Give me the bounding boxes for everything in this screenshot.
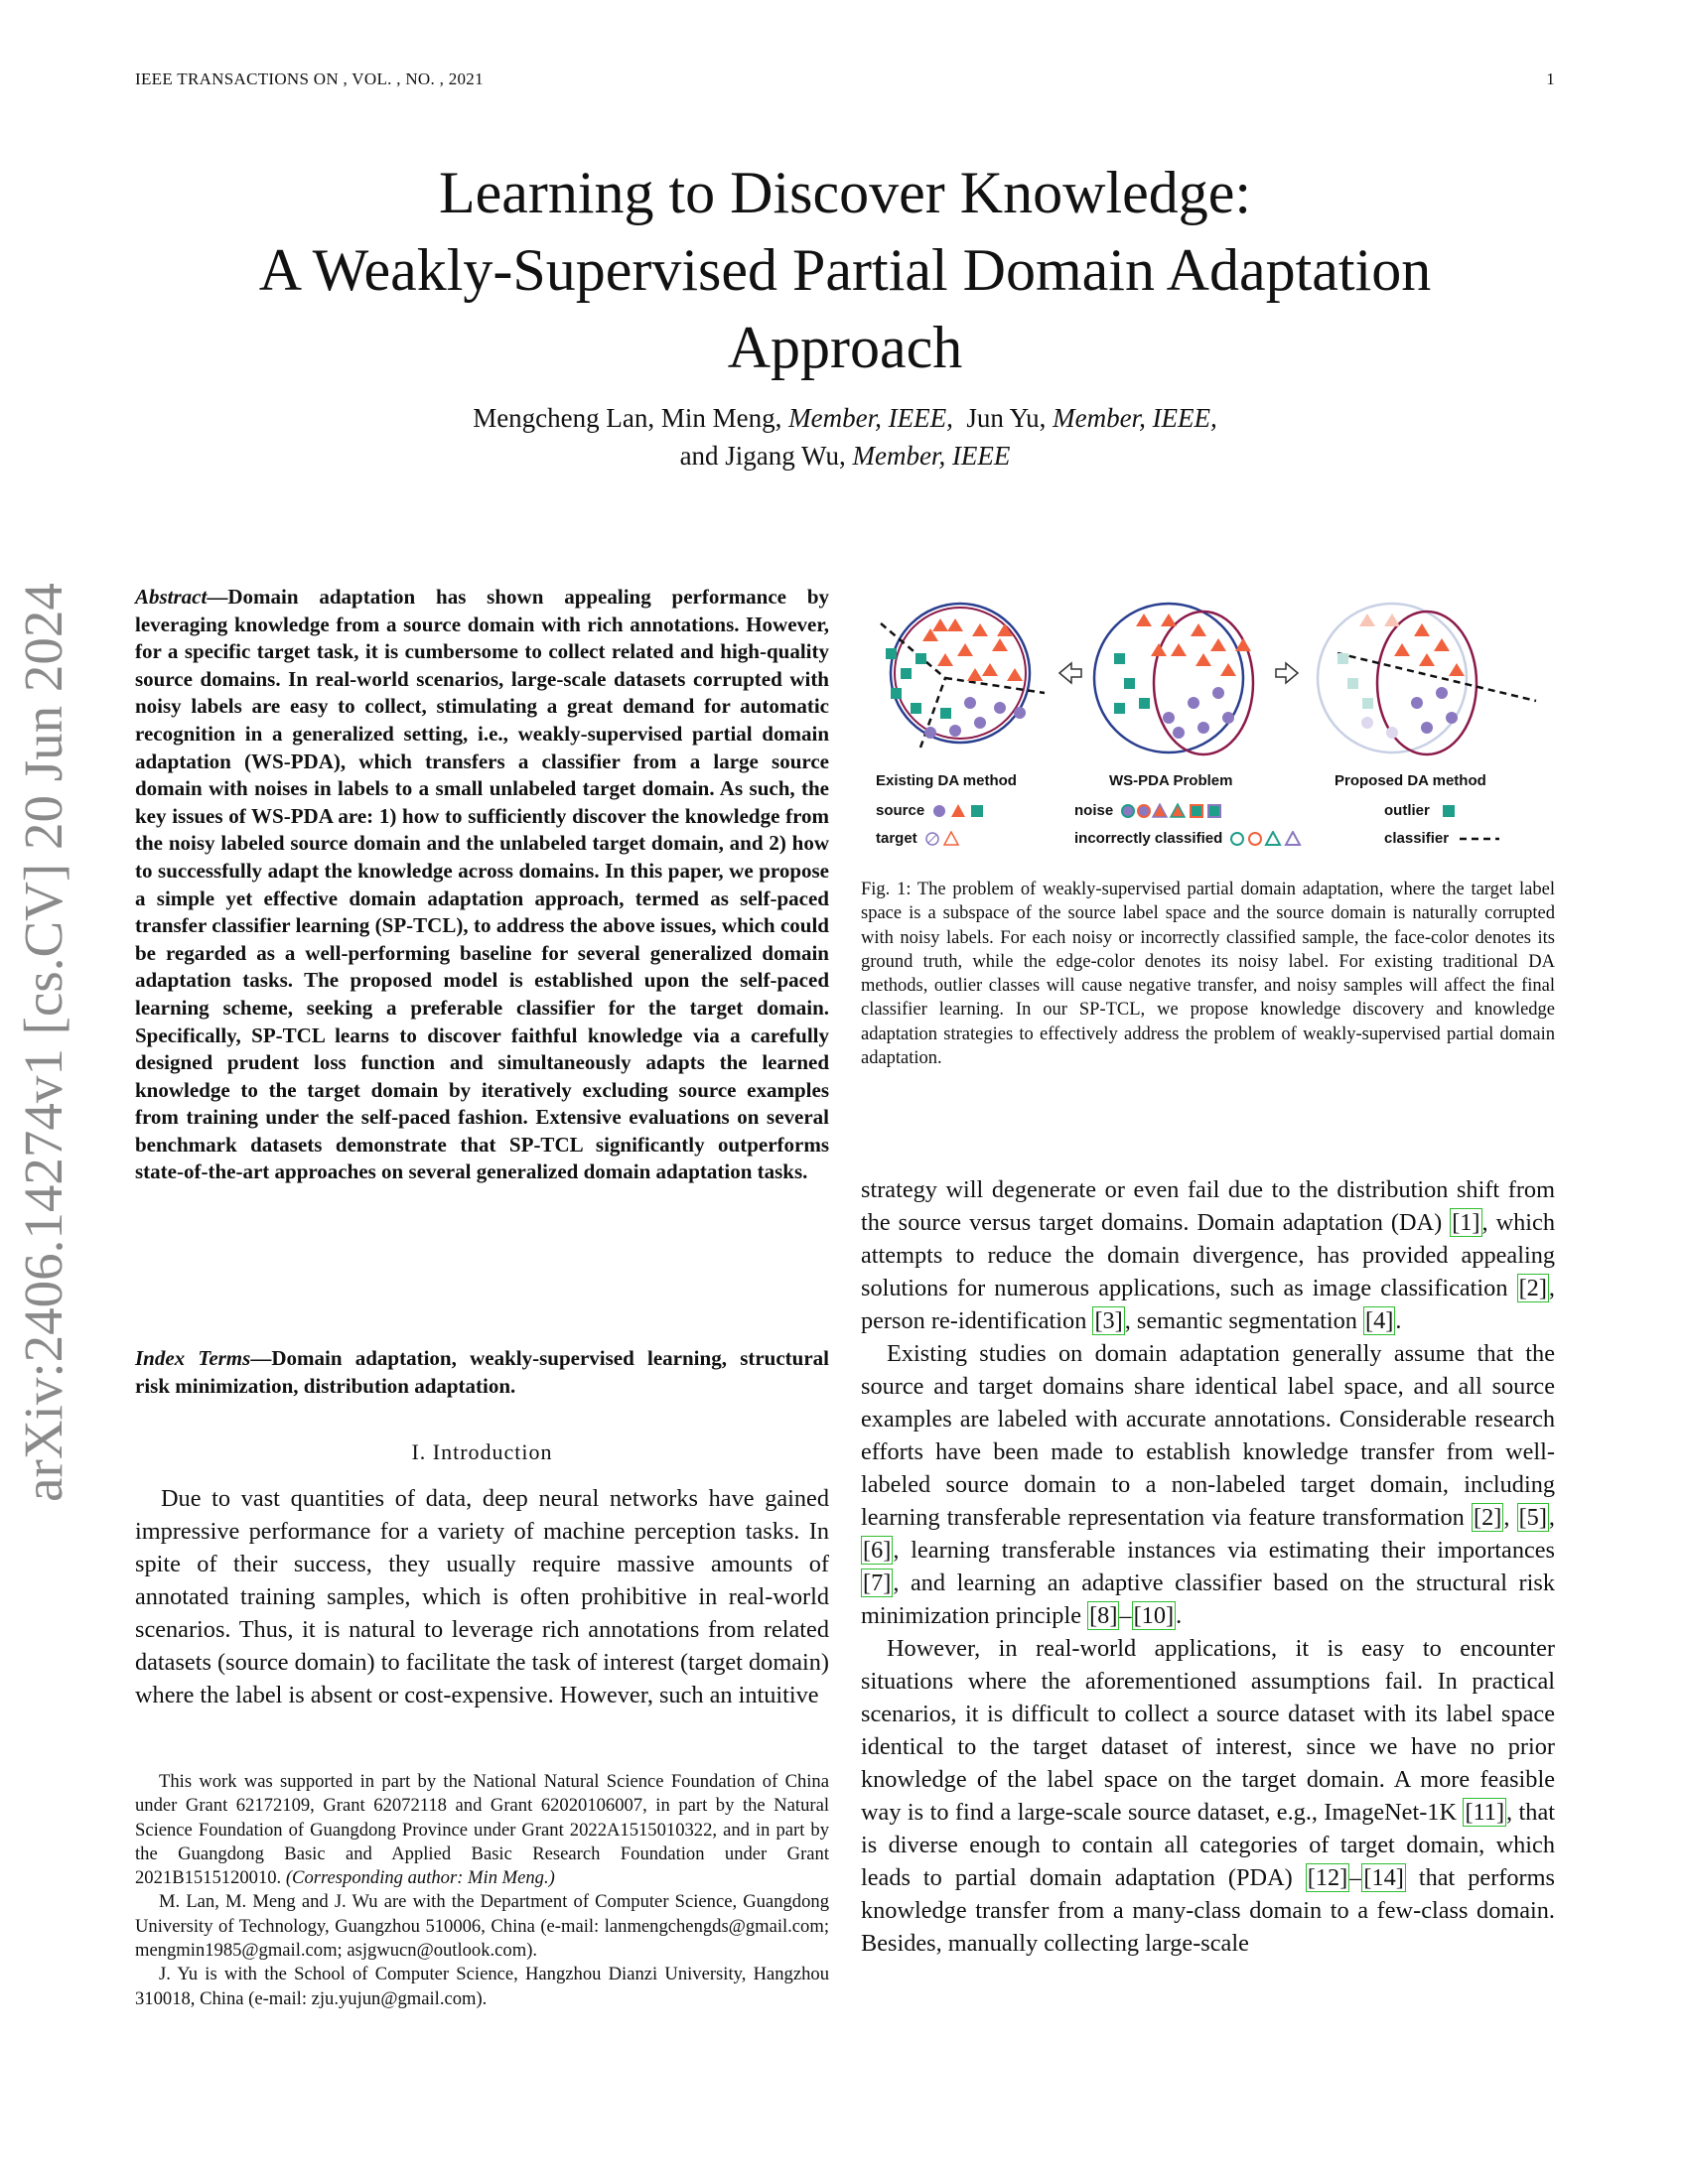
panel-ws-pda xyxy=(1094,604,1253,754)
figure-1 xyxy=(861,584,1555,862)
abstract-label: Abstract xyxy=(135,585,208,609)
arrow-left-icon xyxy=(1059,663,1081,683)
page-number: 1 xyxy=(1546,69,1555,88)
right-column-body xyxy=(861,1173,1555,1960)
text: . xyxy=(1176,1602,1183,1629)
citation-link[interactable]: [2] xyxy=(1518,1275,1547,1301)
corresponding-author: (Corresponding author: Min Meng.) xyxy=(285,1867,555,1889)
text: , person re-identification xyxy=(861,1275,1555,1334)
abstract xyxy=(135,584,829,1186)
footnote-funding xyxy=(135,1770,829,1890)
text: , learning transferable instances via estimating their importances xyxy=(893,1537,1555,1564)
citation-link[interactable]: [12] xyxy=(1307,1864,1348,1891)
running-header xyxy=(135,69,1555,89)
citation-link[interactable]: [7] xyxy=(863,1570,892,1596)
text: , and learning an adaptive classifier based on the structural risk minimization principle xyxy=(861,1570,1555,1629)
legend-classifier-label: classifier xyxy=(1384,830,1450,847)
legend-target-label: target xyxy=(876,830,917,847)
legend-target xyxy=(876,830,960,847)
citation-link[interactable]: [10] xyxy=(1133,1602,1175,1629)
figure-1-caption: Fig. 1: The problem of weakly-supervised partial domain adaptation, where the target label space is a subspace of the source label space and the source domain is naturally corrupted with noisy labels. For each noisy or incorrectly classified sample, the face-color denotes its ground truth, while the edge-color denotes its noisy label. For existing traditional DA methods, outlier classes will cause negative transfer, and noisy samples will affect the final classifier learning. In our SP-TCL, we propose knowledge discovery and knowledge adaptation strategies to effectively address the problem of weakly-supervised partial domain adaptation. xyxy=(861,880,1555,1069)
title-line-1: Learning to Discover Knowledge: xyxy=(438,160,1252,225)
target-markers-icon xyxy=(924,831,960,847)
citation-link[interactable]: [11] xyxy=(1465,1799,1505,1826)
footnotes xyxy=(135,1770,829,2011)
legend-outlier-label: outlier xyxy=(1384,802,1430,819)
footnote-affiliation-2: J. Yu is with the School of Computer Science, Hangzhou Dianzi University, Hangzhou 310018, China (e-mail: zju.yujun@gmail.com). xyxy=(135,1964,829,2009)
title-line-2: A Weakly-Supervised Partial Domain Adaptation xyxy=(258,237,1432,303)
text: , that is diverse enough to contain all categories of target domain, which leads to partial domain adaptation (PDA) xyxy=(861,1799,1555,1891)
text: , xyxy=(1503,1504,1517,1531)
title-line-3: Approach xyxy=(727,315,963,380)
paragraph-continued xyxy=(861,1173,1555,1337)
citation-link[interactable]: [1] xyxy=(1452,1209,1480,1236)
footnote-text: This work was supported in part by the National Natural Science Foundation of China under Grant 62172109, Grant 62072118 and Grant 62020106007, in part by the Natural Science Foundation of Guangdong Province under Grant 2022A1515010322, and in part by the Guangdong Basic and Applied Basic Research Foundation under Grant 2021B1515120010. xyxy=(135,1771,829,1889)
journal-info: IEEE TRANSACTIONS ON , VOL. , NO. , 2021 xyxy=(135,69,484,88)
citation-link[interactable]: [5] xyxy=(1518,1504,1547,1531)
membership: Member, IEEE xyxy=(852,441,1011,471)
citation-link[interactable]: [6] xyxy=(863,1537,892,1564)
legend-outlier xyxy=(1384,802,1459,819)
dashed-line-icon xyxy=(1456,831,1501,847)
citation-link[interactable]: [2] xyxy=(1474,1504,1502,1531)
index-terms-text: —Domain adaptation, weakly-supervised learning, structural risk minimization, distribution adaptation. xyxy=(135,1346,830,1398)
figure-1-illustration xyxy=(861,584,1555,772)
text: – xyxy=(1349,1864,1362,1891)
section-heading: I. Introduction xyxy=(411,1439,553,1464)
legend-incorrect-label: incorrectly classified xyxy=(1074,830,1223,847)
arxiv-stamp: arXiv:2406.14274v1 [cs.CV] 20 Jun 2024 xyxy=(13,583,73,1502)
legend-source xyxy=(876,802,985,819)
intro-body xyxy=(135,1482,829,1711)
legend-classifier xyxy=(1384,830,1501,847)
panel-title-existing: Existing DA method xyxy=(876,772,1017,789)
authors-text: and Jigang Wu, xyxy=(679,441,853,471)
panel-existing-da xyxy=(881,604,1045,748)
legend-noise-label: noise xyxy=(1074,802,1114,819)
citation-link[interactable]: [4] xyxy=(1365,1307,1394,1334)
text: However, in real-world applications, it is easy to encounter situations where the aforementioned assumptions fail. In practical scenarios, it is difficult to collect a source dataset with its label space identical to the target dataset of interest, since we have no prior knowledge of the label space on the target domain. A more feasible way is to find a large-scale source dataset, e.g., ImageNet-1K xyxy=(861,1635,1555,1826)
text: , xyxy=(1548,1504,1555,1531)
legend-incorrect xyxy=(1074,830,1303,847)
panel-proposed-da xyxy=(1318,604,1536,754)
text: that performs knowledge transfer from a many-class domain to a few-class domain. Besides, manually collecting large-scale xyxy=(861,1864,1555,1957)
citation-link[interactable]: [3] xyxy=(1094,1307,1123,1334)
panel-title-proposed: Proposed DA method xyxy=(1335,772,1486,789)
text: , semantic segmentation xyxy=(1124,1307,1363,1334)
noise-markers-icon xyxy=(1120,803,1231,819)
text: – xyxy=(1119,1602,1132,1629)
source-markers-icon xyxy=(931,803,985,819)
outlier-marker-icon xyxy=(1437,803,1459,819)
citation-link[interactable]: [14] xyxy=(1363,1864,1404,1891)
author-list xyxy=(135,399,1555,475)
authors-text: Jun Yu, xyxy=(952,403,1054,433)
footnote-affiliation-1: M. Lan, M. Meng and J. Wu are with the Department of Computer Science, Guangdong University of Technology, Guangzhou 510006, China (e-mail: lanmengchengds@gmail.com; mengmin1985@gmail.com; asjgwucn@outlook.com). xyxy=(135,1891,829,1962)
citation-link[interactable]: [8] xyxy=(1089,1602,1118,1629)
paragraph-existing-studies xyxy=(861,1337,1555,1632)
text: . xyxy=(1395,1307,1402,1334)
intro-paragraph: Due to vast quantities of data, deep neural networks have gained impressive performance for a variety of machine perception tasks. In spite of their success, they usually require massive amounts of annotated training samples, which is often prohibitive in real-world scenarios. Thus, it is natural to leverage rich annotations from related datasets (source domain) to facilitate the task of interest (target domain) where the label is absent or cost-expensive. However, such an intuitive xyxy=(135,1485,829,1708)
incorrect-markers-icon xyxy=(1229,831,1303,847)
paper-title xyxy=(135,154,1555,386)
membership: Member, IEEE, xyxy=(1053,403,1217,433)
authors-text: Mengcheng Lan, Min Meng, xyxy=(473,403,789,433)
membership: Member, IEEE, xyxy=(788,403,953,433)
text: Existing studies on domain adaptation generally assume that the source and target domains share identical label space, and all source examples are labeled with accurate annotations. Considerable research efforts have been made to establish knowledge transfer from well-labeled source domain to a non-labeled target domain, including learning transferable representation via feature transformation xyxy=(861,1340,1555,1531)
text: , which attempts to reduce the domain divergence, has provided appealing solutions for numerous applications, such as image classification xyxy=(861,1209,1555,1301)
legend-source-label: source xyxy=(876,802,925,819)
index-terms-label: Index Terms xyxy=(135,1346,251,1370)
legend-noise xyxy=(1074,802,1231,819)
index-terms xyxy=(135,1345,829,1400)
paragraph-however xyxy=(861,1632,1555,1960)
arrow-right-icon xyxy=(1276,663,1298,683)
abstract-text: —Domain adaptation has shown appealing performance by leveraging knowledge from a source domain with rich annotations. However, for a specific target task, it is cumbersome to collect related and high-quality source domains. In real-world scenarios, large-scale datasets corrupted with noisy labels are easy to collect, stimulating a great demand for automatic recognition in a generalized setting, i.e., weakly-supervised partial domain adaptation (WS-PDA), which transfers a classifier from a large source domain with noises in labels to a small unlabeled target domain. As such, the key issues of WS-PDA are: 1) how to sufficiently discover the knowledge from the noisy labeled source domain and the unlabeled target domain, and 2) how to successfully adapt the knowledge across domains. In this paper, we propose a simple yet effective domain adaptation approach, termed as self-paced transfer classifier learning (SP-TCL), to address the above issues, which could be regarded as a well-performing baseline for several generalized domain adaptation tasks. The proposed model is established upon the self-paced learning scheme, seeking a preferable classifier for the target domain. Specifically, SP-TCL learns to discover faithful knowledge via a carefully designed prudent loss function and simultaneously adapts the learned knowledge to the target domain by iteratively excluding source examples from training under the self-paced fashion. Extensive evaluations on several benchmark datasets demonstrate that SP-TCL significantly outperforms state-of-the-art approaches on several generalized domain adaptation tasks. xyxy=(135,585,829,1184)
panel-title-ws-pda: WS-PDA Problem xyxy=(1109,772,1233,789)
text: strategy will degenerate or even fail due to the distribution shift from the source versus target domains. Domain adaptation (DA) xyxy=(861,1176,1555,1236)
